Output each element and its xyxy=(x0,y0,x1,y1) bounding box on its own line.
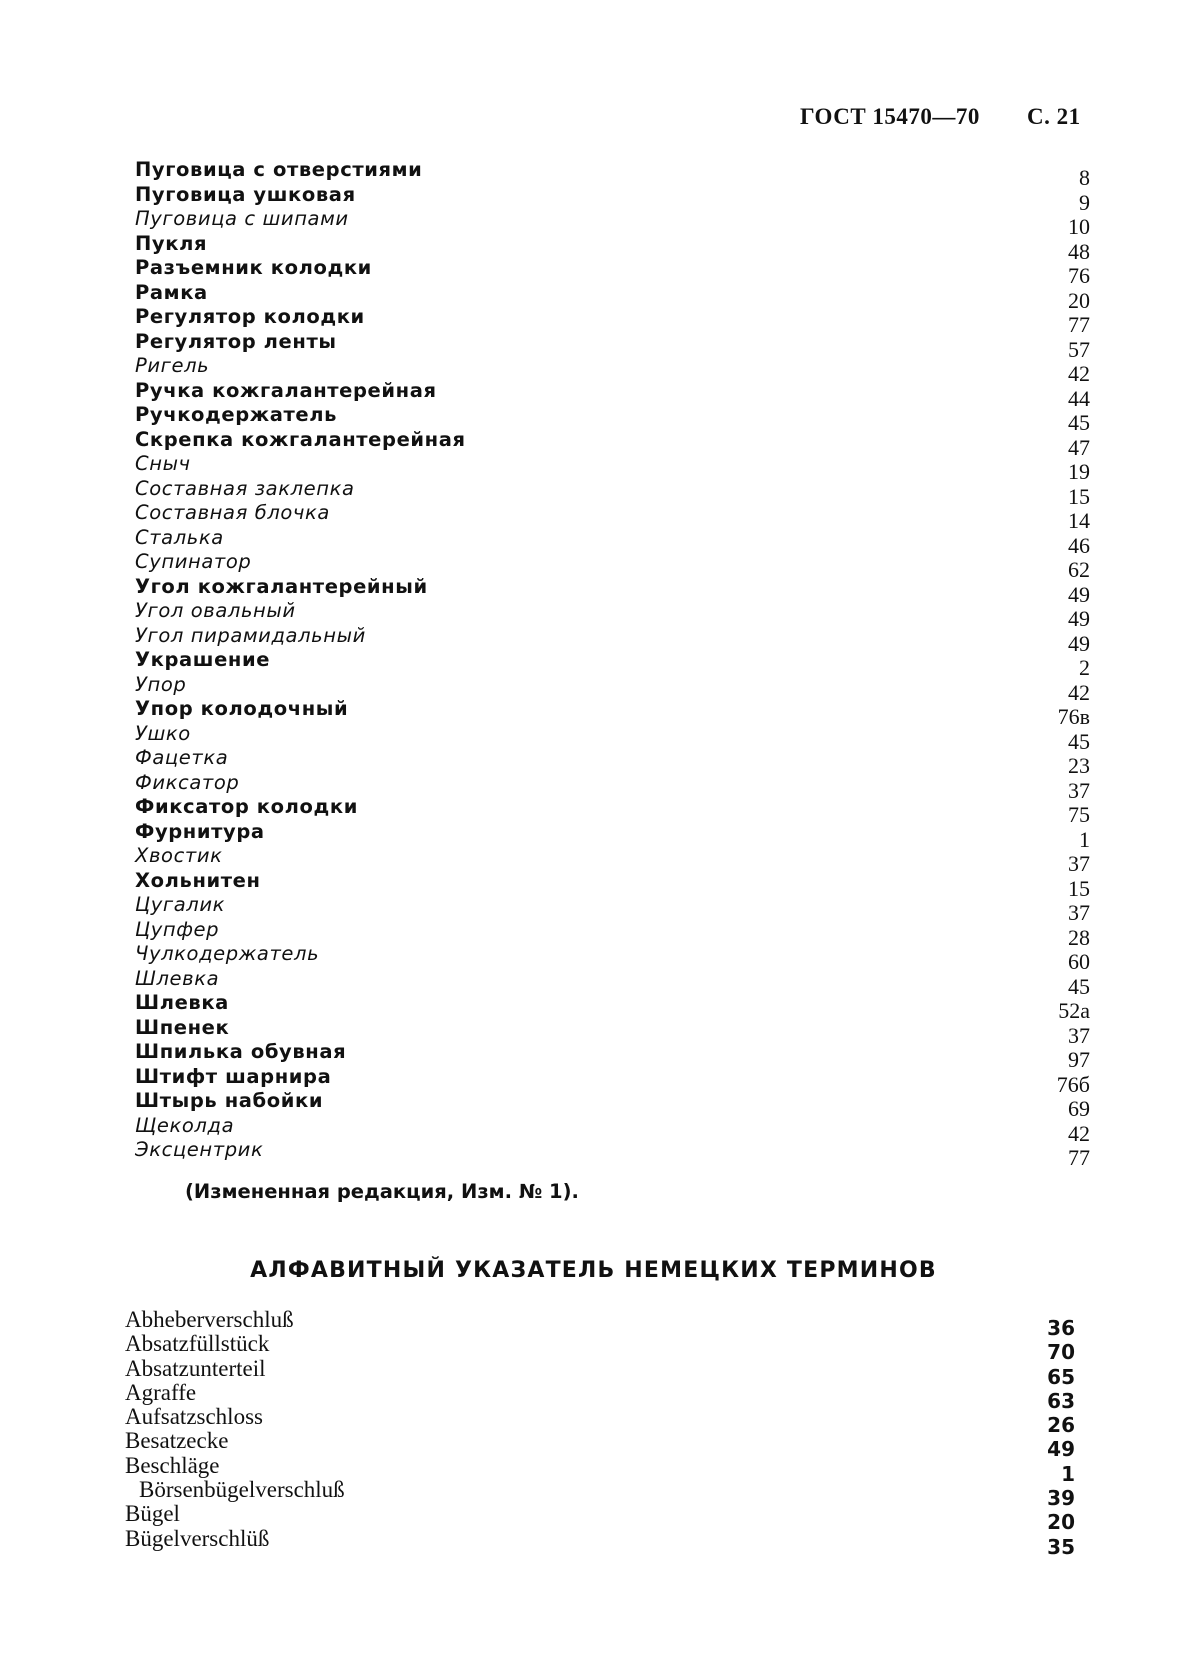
index-term: Besatzecke xyxy=(125,1428,229,1454)
index-term: Угол кожгалантерейный xyxy=(135,574,428,598)
index-number: 49 xyxy=(1068,630,1090,656)
index-number: 14 xyxy=(1068,508,1090,533)
index-entry xyxy=(135,501,1090,533)
index-number: 36 xyxy=(1047,1316,1075,1340)
amendment-note: (Измененная редакция, Изм. № 1). xyxy=(185,1180,579,1203)
index-entry xyxy=(135,1064,1090,1097)
index-term: Упор xyxy=(135,672,187,696)
index-entry xyxy=(135,427,1090,460)
index-entry xyxy=(135,697,1090,729)
index-entry xyxy=(135,378,1090,411)
index-entry xyxy=(135,721,1090,754)
index-entry xyxy=(135,795,1090,827)
index-number: 77 xyxy=(1068,1145,1090,1170)
index-term: Aufsatzschloss xyxy=(125,1404,263,1430)
index-entry xyxy=(135,550,1090,582)
index-entry xyxy=(135,868,1090,901)
index-term: Фиксатор xyxy=(135,770,240,794)
index-term: Цугалик xyxy=(135,893,225,916)
index-term: Пуговица ушковая xyxy=(135,182,356,206)
index-entry xyxy=(125,1355,1075,1389)
index-number: 63 xyxy=(1047,1388,1075,1413)
index-term: Эксцентрик xyxy=(135,1138,264,1161)
index-number: 15 xyxy=(1068,875,1090,901)
index-number: 26 xyxy=(1047,1413,1075,1438)
index-number: 15 xyxy=(1068,483,1090,509)
index-number: 49 xyxy=(1068,606,1090,631)
index-term: Разъемник колодки xyxy=(135,256,372,279)
index-entry xyxy=(135,280,1090,313)
index-term: Упор колодочный xyxy=(135,697,349,720)
index-number: 37 xyxy=(1068,900,1090,925)
index-term: Пуговица с шипами xyxy=(135,207,349,230)
index-entry xyxy=(135,623,1090,656)
index-term: Угол пирамидальный xyxy=(135,623,366,647)
index-entry xyxy=(135,893,1090,925)
index-entry xyxy=(135,354,1090,386)
index-entry xyxy=(135,1089,1090,1121)
index-entry xyxy=(135,305,1090,337)
index-number: 37 xyxy=(1068,851,1090,876)
index-entry xyxy=(135,525,1090,558)
index-number: 77 xyxy=(1068,312,1090,337)
russian-terms-index xyxy=(135,158,1090,1170)
index-entry xyxy=(135,403,1090,435)
index-entry xyxy=(135,599,1090,631)
index-term: Сталька xyxy=(135,525,224,549)
index-term: Ручка кожгалантерейная xyxy=(135,378,437,402)
index-term: Щеколда xyxy=(135,1113,235,1137)
index-entry xyxy=(135,452,1090,484)
standard-code: ГОСТ 15470—70 xyxy=(800,104,980,129)
index-number: 42 xyxy=(1068,361,1090,386)
index-number: 37 xyxy=(1068,777,1090,803)
index-number: 20 xyxy=(1047,1510,1075,1535)
index-number: 97 xyxy=(1068,1047,1090,1072)
index-entry xyxy=(125,1379,1075,1413)
index-term: Чулкодержатель xyxy=(135,942,320,965)
index-number: 45 xyxy=(1068,410,1090,435)
index-term: Шлевка xyxy=(135,991,229,1014)
index-entry xyxy=(135,1015,1090,1048)
index-term: Börsenbügelverschluß xyxy=(139,1477,345,1503)
index-entry xyxy=(135,329,1090,362)
index-entry xyxy=(135,256,1090,288)
index-number: 20 xyxy=(1068,287,1090,313)
index-term: Цупфер xyxy=(135,917,220,941)
index-number: 1 xyxy=(1061,1461,1075,1486)
index-entry xyxy=(135,942,1090,974)
index-term: Угол овальный xyxy=(135,599,296,622)
index-number: 47 xyxy=(1068,434,1090,460)
index-entry xyxy=(125,1525,1075,1559)
index-term: Absatzunterteil xyxy=(125,1355,266,1381)
index-term: Регулятор ленты xyxy=(135,329,337,353)
index-number: 37 xyxy=(1068,1022,1090,1048)
index-entry xyxy=(125,1331,1075,1365)
index-number: 42 xyxy=(1068,1120,1090,1146)
index-number: 39 xyxy=(1047,1486,1075,1511)
index-entry xyxy=(125,1501,1075,1535)
german-terms-index xyxy=(125,1307,1075,1559)
index-term: Пукля xyxy=(135,231,208,255)
index-entry xyxy=(135,917,1090,950)
index-number: 46 xyxy=(1068,532,1090,558)
index-number: 8 xyxy=(1079,165,1090,190)
index-entry xyxy=(125,1428,1075,1462)
index-term: Шлевка xyxy=(135,966,220,990)
index-number: 70 xyxy=(1047,1340,1075,1365)
index-number: 52а xyxy=(1058,998,1090,1023)
index-number: 75 xyxy=(1068,802,1090,827)
index-term: Регулятор колодки xyxy=(135,305,365,328)
index-term: Рамка xyxy=(135,280,208,304)
index-term: Absatzfüllstück xyxy=(125,1331,270,1357)
index-number: 9 xyxy=(1079,189,1090,215)
index-number: 44 xyxy=(1068,385,1090,411)
index-entry xyxy=(135,1040,1090,1072)
index-number: 19 xyxy=(1068,459,1090,484)
index-entry xyxy=(125,1307,1075,1340)
index-term: Ригель xyxy=(135,354,210,377)
index-term: Штифт шарнира xyxy=(135,1064,332,1088)
index-number: 65 xyxy=(1047,1364,1075,1389)
index-term: Abheberverschluß xyxy=(125,1307,294,1332)
index-entry xyxy=(135,182,1090,215)
index-term: Фацетка xyxy=(135,746,229,769)
index-entry xyxy=(135,158,1090,190)
index-number: 45 xyxy=(1068,728,1090,754)
index-number: 35 xyxy=(1047,1534,1075,1559)
index-entry xyxy=(135,1138,1090,1170)
index-entry xyxy=(135,991,1090,1023)
index-term: Фиксатор колодки xyxy=(135,795,358,818)
index-term: Хольнитен xyxy=(135,868,261,892)
index-number: 48 xyxy=(1068,238,1090,264)
index-number: 28 xyxy=(1068,924,1090,950)
index-number: 2 xyxy=(1079,655,1090,680)
index-number: 76в xyxy=(1057,704,1090,729)
index-term: Ручкодержатель xyxy=(135,403,338,426)
index-term: Штырь набойки xyxy=(135,1089,324,1112)
index-number: 10 xyxy=(1068,214,1090,239)
index-term: Супинатор xyxy=(135,550,252,573)
index-entry xyxy=(135,770,1090,803)
index-number: 1 xyxy=(1079,826,1090,852)
index-entry xyxy=(125,1477,1075,1511)
index-term: Beschläge xyxy=(125,1452,220,1478)
index-entry xyxy=(135,574,1090,607)
index-number: 49 xyxy=(1068,581,1090,607)
index-term: Пуговица с отверстиями xyxy=(135,158,423,181)
index-term: Сныч xyxy=(135,452,191,475)
index-term: Составная блочка xyxy=(135,501,330,524)
index-term: Bügelverschlüß xyxy=(125,1525,270,1551)
page-number: С. 21 xyxy=(1027,104,1081,129)
index-entry xyxy=(135,207,1090,239)
index-number: 42 xyxy=(1068,679,1090,705)
index-term: Шпилька обувная xyxy=(135,1040,347,1063)
index-entry xyxy=(125,1404,1075,1438)
index-number: 60 xyxy=(1068,949,1090,974)
index-entry xyxy=(135,1113,1090,1146)
index-entry xyxy=(135,672,1090,705)
index-entry xyxy=(135,746,1090,778)
index-entry xyxy=(135,966,1090,999)
index-term: Bügel xyxy=(125,1501,180,1527)
section-title: АЛФАВИТНЫЙ УКАЗАТЕЛЬ НЕМЕЦКИХ ТЕРМИНОВ xyxy=(250,1258,937,1283)
index-number: 69 xyxy=(1068,1096,1090,1121)
index-term: Agraffe xyxy=(125,1379,197,1405)
index-entry xyxy=(135,844,1090,876)
index-term: Составная заклепка xyxy=(135,476,355,500)
index-entry xyxy=(125,1452,1075,1486)
index-term: Украшение xyxy=(135,648,271,671)
index-term: Скрепка кожгалантерейная xyxy=(135,427,466,451)
index-term: Шпенек xyxy=(135,1015,230,1039)
index-entry xyxy=(135,819,1090,852)
index-entry xyxy=(135,648,1090,680)
index-entry xyxy=(135,476,1090,509)
index-number: 76 xyxy=(1068,263,1090,288)
index-number: 76б xyxy=(1056,1071,1090,1097)
index-number: 57 xyxy=(1068,336,1090,362)
index-number: 62 xyxy=(1068,557,1090,582)
index-number: 45 xyxy=(1068,973,1090,999)
index-term: Хвостик xyxy=(135,844,223,867)
index-term: Фурнитура xyxy=(135,819,265,843)
index-term: Ушко xyxy=(135,721,191,745)
index-entry xyxy=(135,231,1090,264)
index-number: 23 xyxy=(1068,753,1090,778)
index-number: 49 xyxy=(1047,1437,1075,1462)
